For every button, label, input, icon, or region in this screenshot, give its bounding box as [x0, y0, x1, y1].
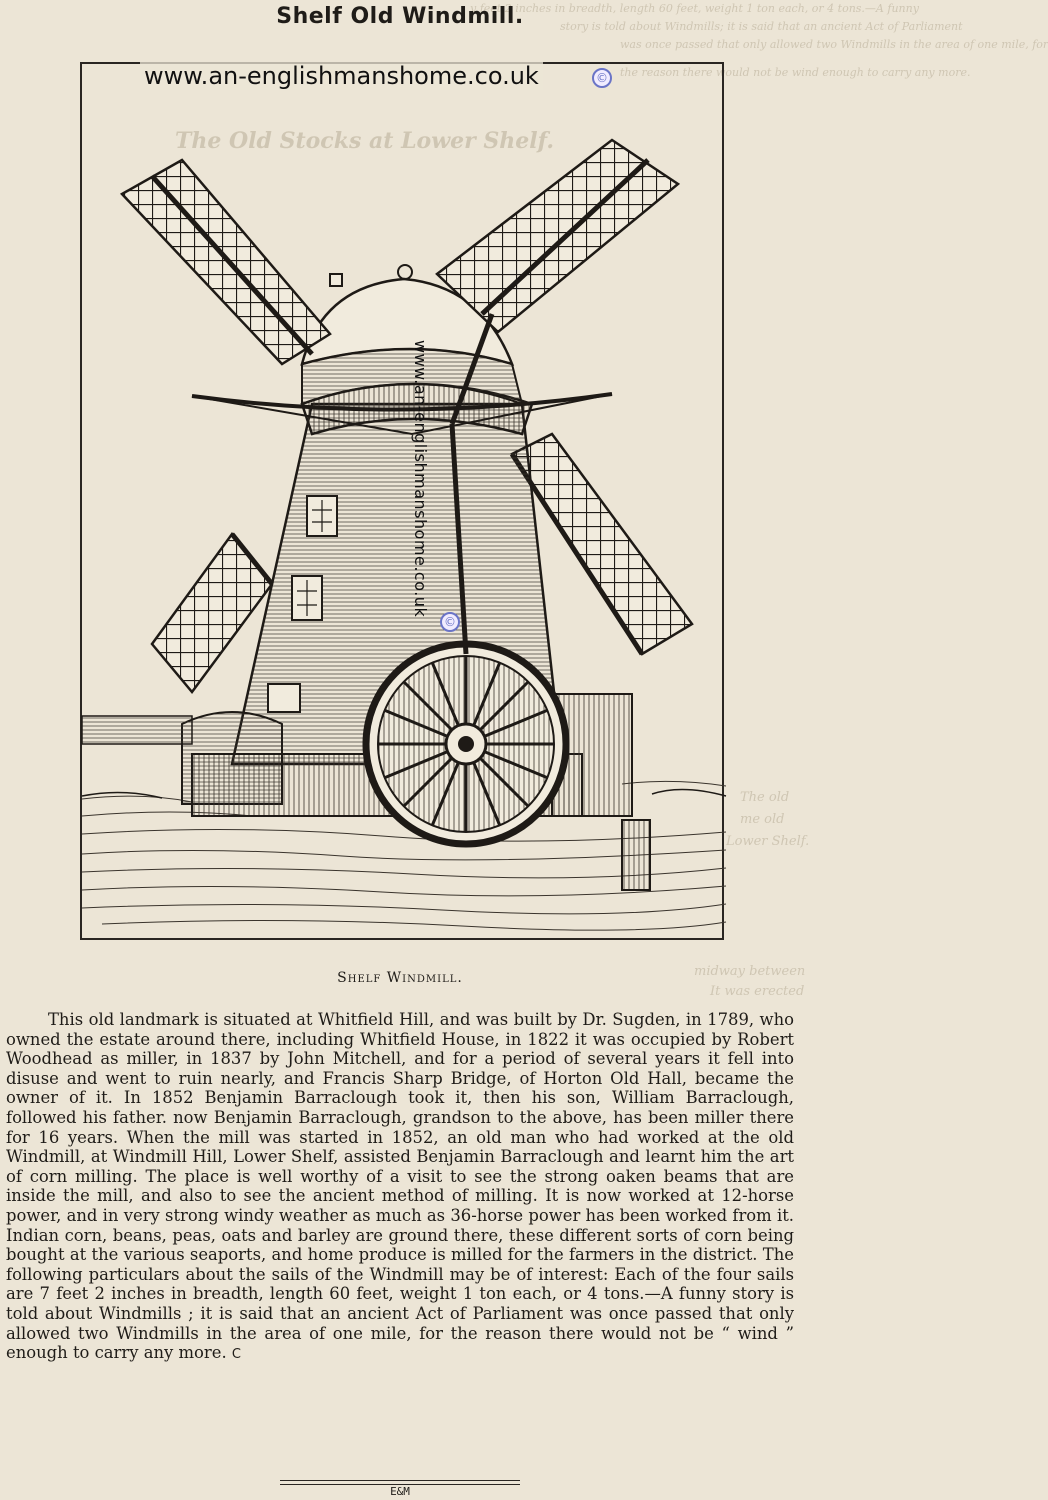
illustration-frame [80, 62, 724, 940]
watermark-url: www.an-englishmanshome.co.uk [140, 62, 543, 90]
bleed-text-1: y feet 2 inches in breadth, length 60 feet, weight 1 ton each, or 4 tons.—A funny [470, 2, 919, 15]
article-body [6, 1010, 794, 1365]
bleed-text-6: The old [740, 790, 790, 805]
bleed-text-3: was once passed that only allowed two Windmills in the area of one mile, for [620, 38, 1048, 51]
article-paragraph: This old landmark is situated at Whitfield Hill, and was built by Dr. Sugden, in 1789, who owned the estate around there, including Whitfield House, in 1822 it was occupied by Robert Woodhead as miller, in 1837 by John Mitchell, and for a period of several years it fell into disuse and went to ruin nearly, and Francis Sharp Bridge, of Horton Old Hall, became the owner of it. In 1852 Benjamin Barraclough took it, then his son, William Barraclough, followed his father. now Benjamin Barraclough, grandson to the above, has been miller there for 16 years. When the mill was started in 1852, an old man who had worked at the old Windmill, at Windmill Hill, Lower Shelf, assisted Benjamin Barraclough and learnt him the art of corn milling. The place is well worthy of a visit to see the strong oaken beams that are inside the mill, and also to see the ancient method of milling. It is now worked at 12-horse power, and in very strong windy weather as much as 36-horse power has been worked from it. Indian corn, beans, peas, oats and barley are ground there, these different sorts of corn being bought at the various seaports, and home produce is milled for the farmers in the district. The following particulars about the sails of the Windmill may be of interest: Each of the four sails are 7 feet 2 inches in breadth, length 60 feet, weight 1 ton each, or 4 tons.—A funny story is told about Windmills ; it is said that an ancient Act of Parliament was once passed that only allowed two Windmills in the area of one mile, for the reason there would not be “ wind ” enough to carry any more. C [6, 1010, 794, 1363]
bleed-text-4: the reason there would not be wind enough to carry any more. [620, 66, 971, 79]
bleed-text-7: me old [740, 812, 785, 827]
copyright-icon: © [592, 68, 612, 88]
page-title: Shelf Old Windmill. [276, 4, 524, 29]
figure-caption: Shelf Windmill. [337, 970, 463, 986]
bleed-text-5: The Old Stocks at Lower Shelf. [175, 128, 554, 154]
bleed-text-9: midway between [694, 964, 806, 979]
copyright-icon: © [440, 612, 460, 632]
footer-rule-top [280, 1480, 520, 1481]
bleed-text-10: It was erected [710, 984, 805, 999]
vertical-watermark: www.an-englishmanshome.co.uk [411, 340, 430, 618]
windmill-illustration [82, 64, 726, 942]
trailing-mark: C [231, 1347, 241, 1363]
upper-left-sail [122, 160, 330, 364]
bleed-text-2: story is told about Windmills; it is said that an ancient Act of Parliament [560, 20, 963, 33]
upper-right-sail [437, 140, 678, 332]
bleed-text-8: Lower Shelf. [726, 834, 810, 849]
footer-mark: E&M [390, 1485, 410, 1498]
